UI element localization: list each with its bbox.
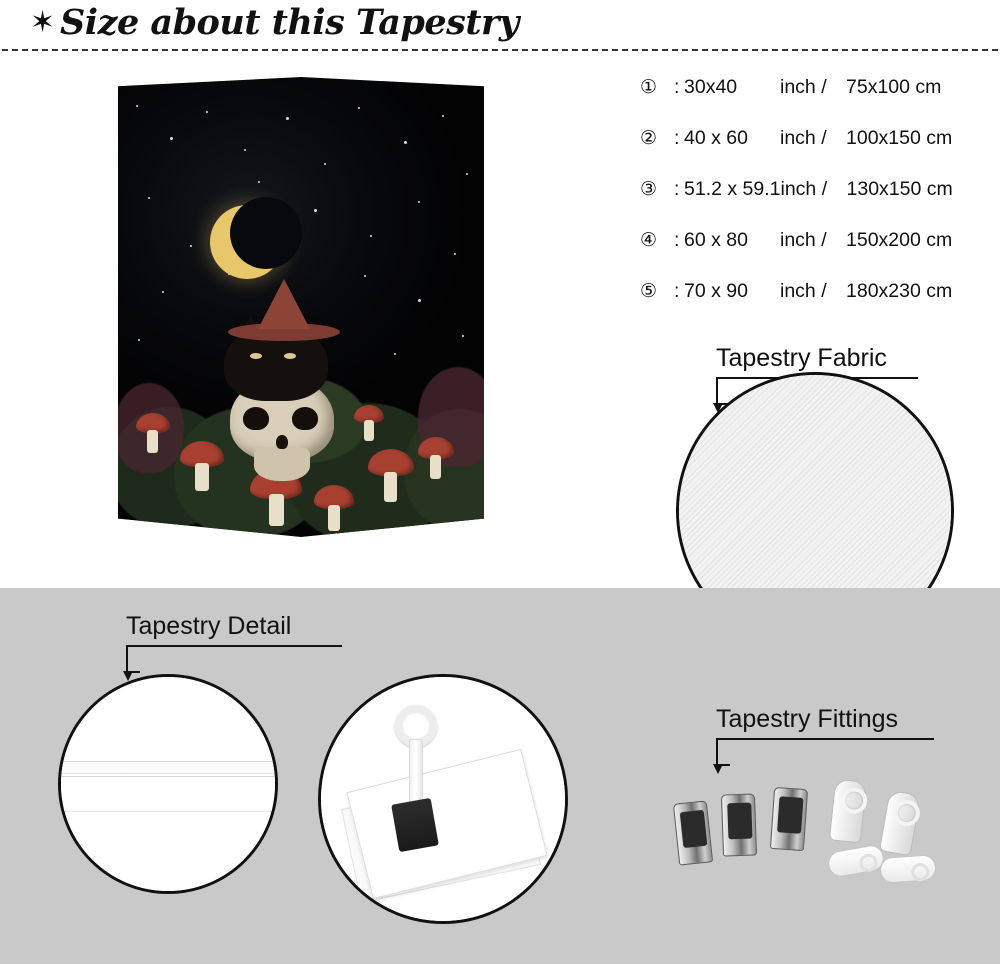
mushroom-icon <box>136 413 170 453</box>
metal-clip-icon <box>673 800 713 865</box>
size-centimeters: 150x200 cm <box>846 229 953 251</box>
metal-clip-icon <box>770 787 808 851</box>
header-divider <box>2 49 998 51</box>
size-list <box>640 76 980 331</box>
clip-attachment-circle <box>318 674 568 924</box>
size-row <box>640 280 980 331</box>
size-index: ③ <box>640 179 658 200</box>
size-index: ① <box>640 77 658 98</box>
white-hook-icon <box>879 790 921 857</box>
bottom-grey-section <box>0 588 1000 964</box>
size-index: ② <box>640 128 658 149</box>
witch-hat-icon <box>238 287 330 345</box>
size-inches: 51.2 x 59.1 <box>684 178 781 200</box>
size-unit-inch: inch / <box>780 229 827 251</box>
mushroom-icon <box>368 449 414 503</box>
size-unit-inch: inch / <box>780 280 827 302</box>
size-centimeters: 180x230 cm <box>846 280 953 302</box>
size-row <box>640 76 980 127</box>
mushroom-icon <box>180 441 224 493</box>
size-colon: : <box>674 76 680 98</box>
detail-title-underline <box>126 645 342 647</box>
page-title: Size about this Tapestry <box>60 2 519 43</box>
mushroom-icon <box>314 485 354 531</box>
size-row <box>640 229 980 280</box>
metal-clip-icon <box>721 793 757 856</box>
size-inches: 60 x 80 <box>684 229 748 251</box>
size-row <box>640 127 980 178</box>
clip-icon <box>391 798 439 852</box>
size-unit-inch: inch / <box>780 127 827 149</box>
size-colon: : <box>674 280 680 302</box>
size-unit-inch: inch / <box>780 178 828 200</box>
top-section <box>0 52 1000 588</box>
fittings-title-underline <box>716 738 934 740</box>
size-centimeters: 75x100 cm <box>846 76 942 98</box>
fittings-hardware-group <box>668 778 980 908</box>
size-colon: : <box>674 127 680 149</box>
white-pin-icon <box>879 854 937 884</box>
size-colon: : <box>674 178 680 200</box>
detail-section-title: Tapestry Detail <box>126 612 292 640</box>
clip-on-fabric-illustration <box>321 677 565 921</box>
size-inches: 70 x 90 <box>684 280 748 302</box>
black-cat-with-witch-hat-icon <box>214 291 338 401</box>
size-index: ⑤ <box>640 281 658 302</box>
size-inches: 30x40 <box>684 76 738 98</box>
tapestry-product-image <box>118 77 484 537</box>
size-row <box>640 178 980 229</box>
white-pin-icon <box>826 843 886 878</box>
hem-closeup-circle <box>58 674 278 894</box>
fittings-title-pointer <box>716 738 730 766</box>
crescent-moon-icon <box>210 205 284 279</box>
detail-title-pointer <box>126 645 140 673</box>
mushroom-icon <box>354 405 384 441</box>
size-inches: 40 x 60 <box>684 127 748 149</box>
tapestry-artwork <box>118 77 484 537</box>
size-unit-inch: inch / <box>780 76 827 98</box>
star-icon: ✶ <box>30 6 56 39</box>
size-colon: : <box>674 229 680 251</box>
fabric-section-title: Tapestry Fabric <box>716 344 887 372</box>
size-centimeters: 130x150 cm <box>846 178 953 200</box>
page-header <box>0 0 1000 52</box>
fittings-section-title: Tapestry Fittings <box>716 705 899 733</box>
size-index: ④ <box>640 230 658 251</box>
size-centimeters: 100x150 cm <box>846 127 953 149</box>
mushroom-icon <box>418 437 454 479</box>
white-hook-icon <box>829 778 867 843</box>
hem-stitching <box>61 677 275 891</box>
